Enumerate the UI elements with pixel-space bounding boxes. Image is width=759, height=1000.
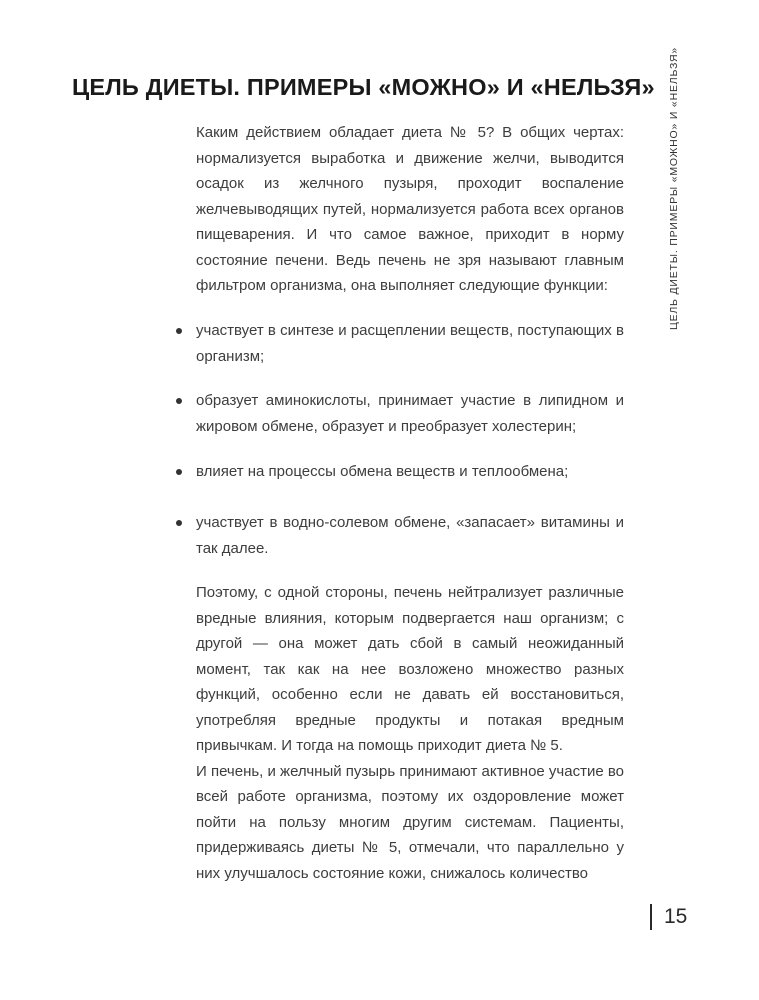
page-number-divider: [650, 904, 652, 930]
list-item-text: участвует в водно-солевом обмене, «запасает» витамины и так далее.: [196, 514, 624, 557]
intro-paragraph: Каким действием обладает диета № 5? В общих чертах: нормализуется выработка и движение желчи, выводится осадок из желчного пузыря, проходит воспаление желчевыводящих путей, нормализуется работа всех органов пищеварения. И что самое важное, приходит в норму состояние печени. Ведь печень не зря называют главным фильтром организма, она выполняет следующие функции:: [196, 124, 624, 294]
list-item: [176, 459, 624, 485]
page-number-value: 15: [664, 905, 688, 928]
running-header: ЦЕЛЬ ДИЕТЫ. ПРИМЕРЫ «МОЖНО» И «НЕЛЬЗЯ»: [668, 46, 680, 330]
page-title: ЦЕЛЬ ДИЕТЫ. ПРИМЕРЫ «МОЖНО» И «НЕЛЬЗЯ»: [72, 74, 655, 100]
list-item-text: влияет на процессы обмена веществ и теплообмена;: [196, 463, 569, 480]
list-item-text: образует аминокислоты, принимает участие в липидном и жировом обмене, образует и преобразует холестерин;: [196, 392, 624, 435]
outro-paragraph-2: И печень, и желчный пузырь принимают активное участие во всей работе организма, поэтому их оздоровление может пойти на пользу многим другим системам. Пациенты, придерживаясь диеты № 5, отмечали, что параллельно у них улучшалось состояние кожи, снижалось количество: [196, 762, 624, 882]
page-number: [650, 902, 687, 932]
list-item: [176, 510, 624, 561]
list-item: [176, 318, 624, 369]
bullet-icon: [176, 328, 182, 334]
list-item-text: участвует в синтезе и расщеплении веществ, поступающих в организм;: [196, 322, 624, 365]
bullet-icon: [176, 398, 182, 404]
bullet-icon: [176, 520, 182, 526]
outro-paragraph-1: Поэтому, с одной стороны, печень нейтрализует различные вредные влияния, которым подвергается наш организм; с другой — она может дать сбой в самый неожиданный момент, так как на нее возложено множество разных функций, особенно если не давать ей восстановиться, употребляя вредные продукты и потакая вредным привычкам. И тогда на помощь приходит диета № 5.: [196, 584, 624, 754]
bullet-icon: [176, 469, 182, 475]
outro-block: [196, 580, 624, 886]
list-item: [176, 388, 624, 439]
